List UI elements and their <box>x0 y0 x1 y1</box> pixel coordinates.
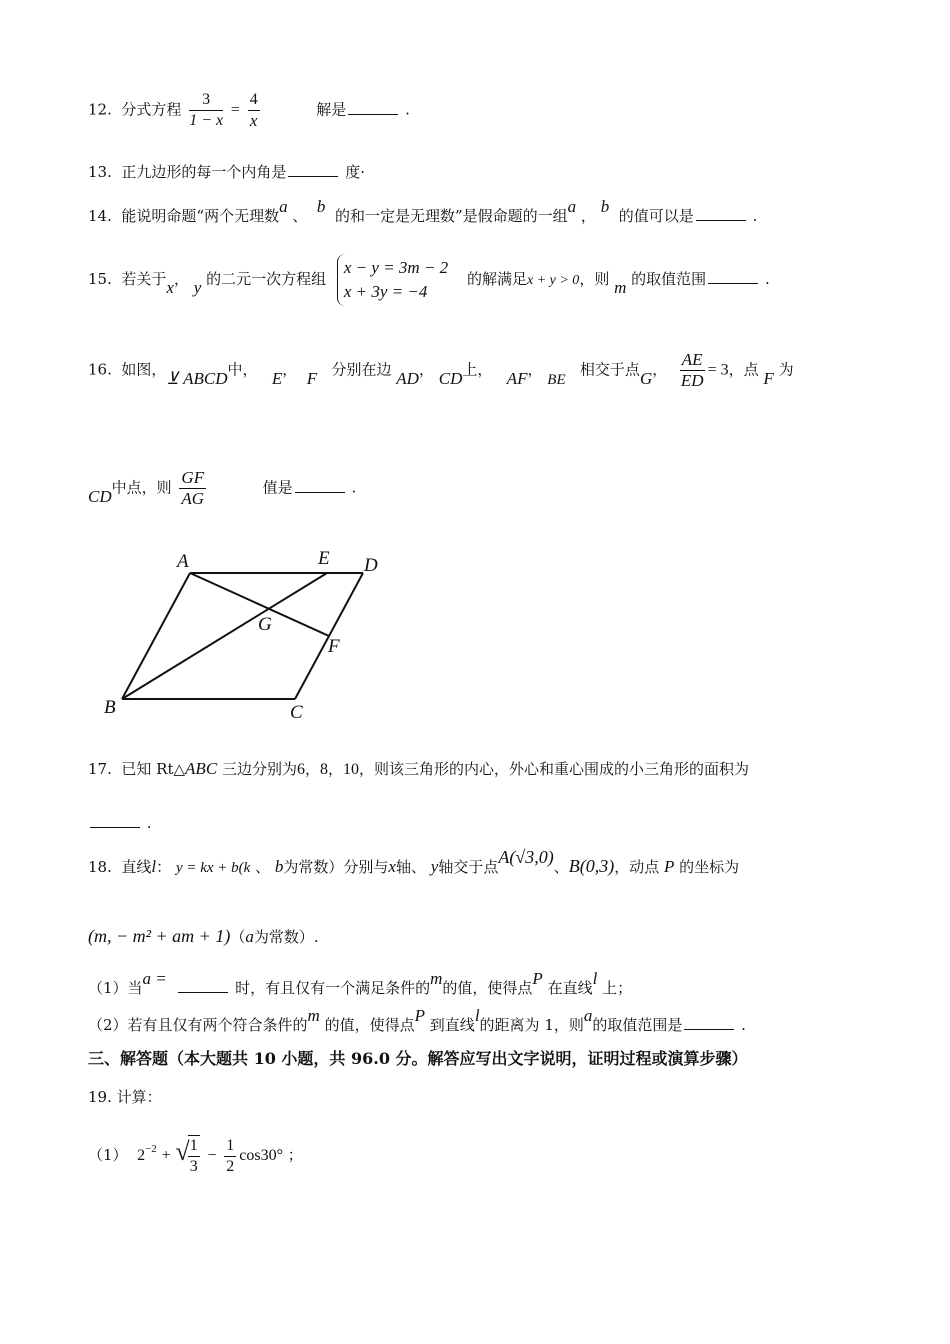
question-16-cont: CD中点，则 $\frac{GF}{AG}$ 值是 . <box>88 468 357 508</box>
question-16: 16. 如图，⊻ ABCD中， E， F 分别在边 AD， CD上， AF， BE 相交于点G， $\frac{AE}{ED}$ = 3，点 F 为 <box>88 350 794 390</box>
question-13: 13. 正九边形的每一个内角是 度· <box>88 163 365 181</box>
label-E: E <box>318 548 330 569</box>
question-14: 14. 能说明命题“两个无理数a 、 b 的和一定是无理数”是假命题的一组a ， b 的值可以是 . <box>88 197 758 225</box>
answer-blank <box>178 978 228 993</box>
answer-blank <box>684 1015 734 1030</box>
question-12: 12. 分式方程 $\frac{3}{1 - x}$ = $\frac{4}{x}$ 解是 . <box>88 91 410 130</box>
label-C: C <box>290 702 303 723</box>
answer-blank <box>90 813 140 828</box>
question-19-part-1: （1） $2^{-2}$ + √ $\frac{1}{3}$ − $\frac{1}{2}$ cos30° ； <box>88 1136 303 1175</box>
label-D: D <box>364 555 378 576</box>
answer-blank <box>288 162 338 177</box>
answer-blank <box>348 100 398 115</box>
section-3-heading: 三、解答题（本大题共 10 小题，共 96.0 分。解答应写出文字说明，证明过程或演算步骤） <box>88 1049 748 1068</box>
question-18-part-1: （1）当a = 时，有且仅有一个满足条件的m的值，使得点P 在直线l 上； <box>88 969 633 997</box>
answer-blank <box>295 478 345 493</box>
label-G: G <box>258 614 272 635</box>
question-17-blank: . <box>88 812 152 834</box>
parallelogram-figure <box>100 545 400 725</box>
question-19: 19. 计算： <box>88 1088 162 1106</box>
edge-ab <box>122 573 190 699</box>
question-18: 18. 直线l： y = kx + b(k 、 b为常数）分别与x轴、 y轴交于点A(√3,0)、B(0,3)，动点 P 的坐标为 <box>88 847 740 876</box>
question-18-coord: (m, − m² + am + 1)（a为常数）. <box>88 926 319 946</box>
label-A: A <box>177 551 189 572</box>
question-15: 15. 若关于x， y 的二元一次方程组 x − y = 3m − 2 x + 3y = −4 的解满足x + y > 0，则 m 的取值范围 . <box>88 254 770 306</box>
segment-be <box>122 573 327 699</box>
question-17: 17. 已知 Rt△ABC 三边分别为6，8，10，则该三角形的内心，外心和重心围成的小三角形的面积为 <box>88 759 749 778</box>
answer-blank <box>696 206 746 221</box>
label-F: F <box>328 636 340 657</box>
equation-system: x − y = 3m − 2 x + 3y = −4 <box>337 254 456 306</box>
label-B: B <box>104 697 116 718</box>
answer-blank <box>708 269 758 284</box>
question-18-part-2: （2）若有且仅有两个符合条件的m 的值，使得点P 到直线l的距离为 1，则a的取值范围是 . <box>88 1006 746 1034</box>
